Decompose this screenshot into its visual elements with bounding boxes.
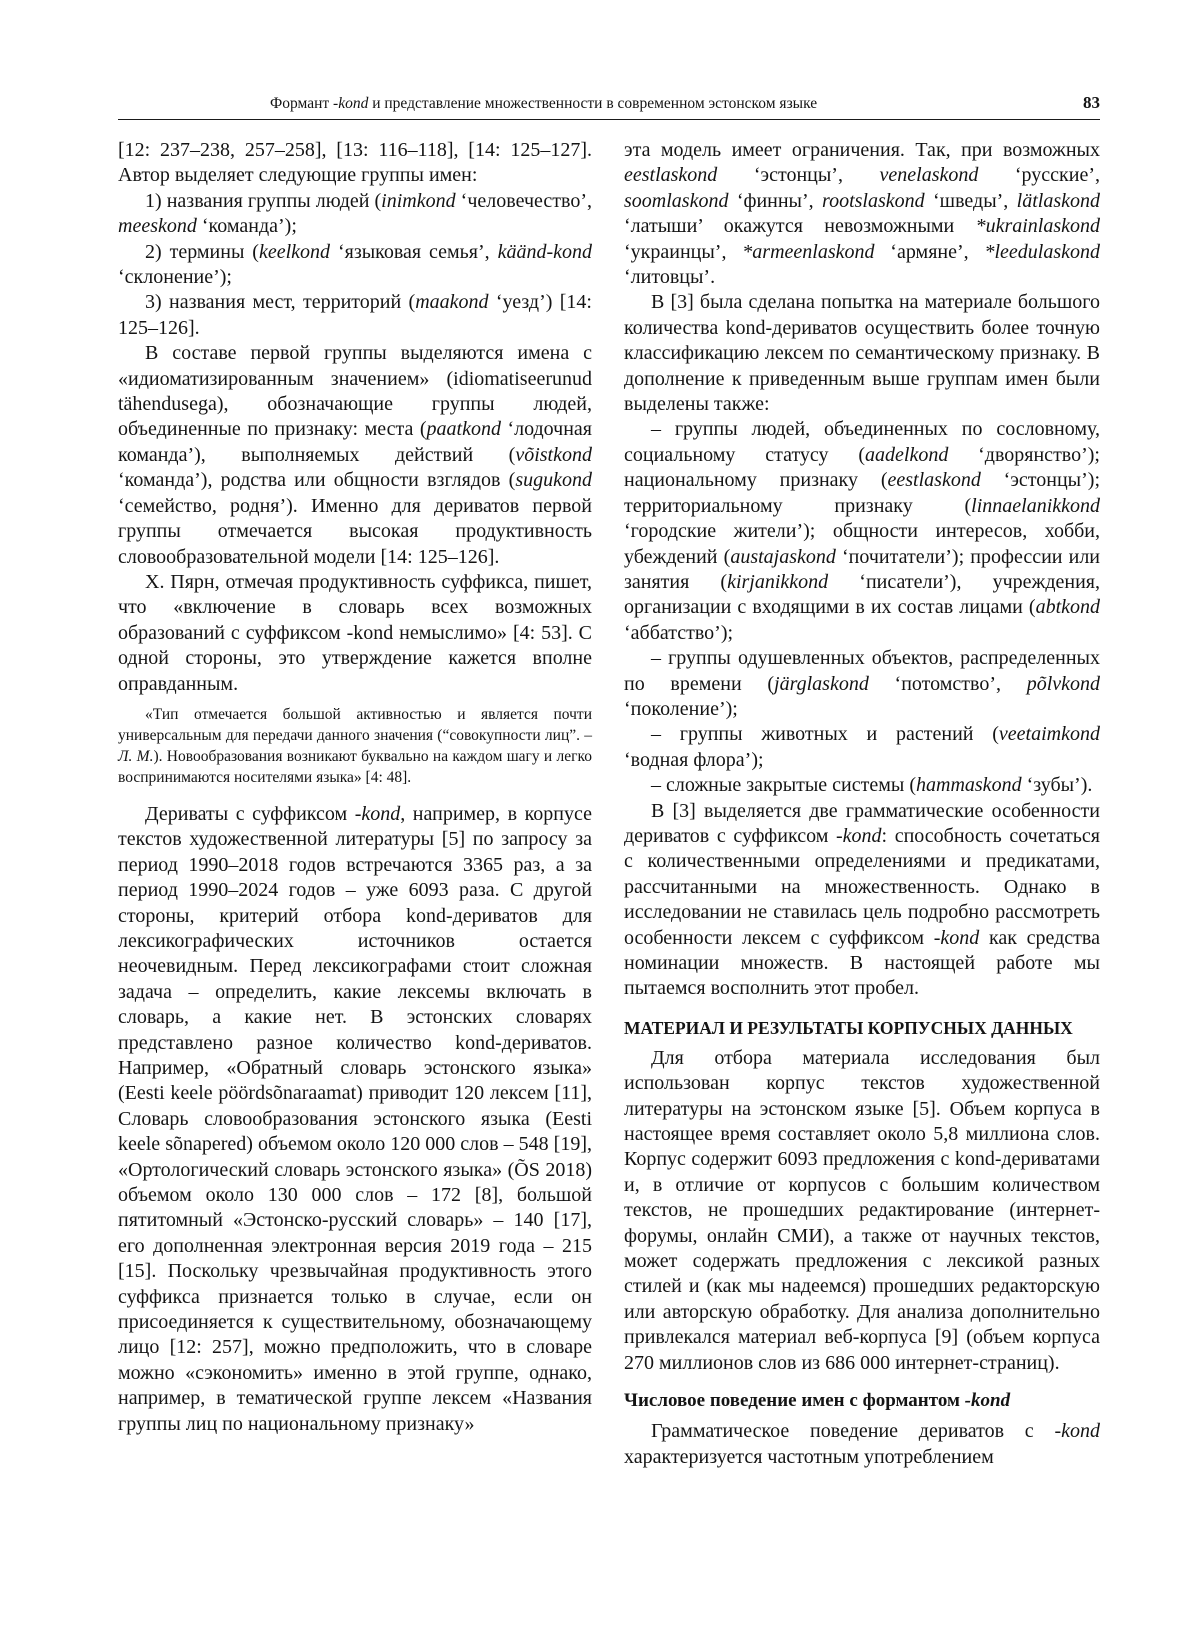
- list-item: – сложные закрытые системы (hammaskond ‘зубы’).: [651, 774, 1093, 797]
- list-item: 2) термины (keelkond ‘языковая семья’, käänd-kond ‘склонение’);: [118, 240, 592, 289]
- paragraph: Грамматическое поведение дериватов с -kond характеризуется частотным употреблением: [624, 1420, 1100, 1468]
- right-column: [624, 138, 1100, 1470]
- paragraph: В составе первой группы выделяются имена с «идиоматизированным значением» (idiomatiseerunud tähendusega), обозначающие группы людей, объединенные по признаку: места (paatkond ‘лодочная команда’), выполняемых действий (võistkond ‘команда’), родства или общности взглядов (sugukond ‘семейство, родня’). Именно для дериватов первой группы отмечается высокая продуктивность словообразовательной модели [14: 125–126].: [118, 342, 593, 568]
- list-item: 1) названия группы людей (inimkond ‘человечество’, meeskond ‘команда’);: [118, 189, 592, 238]
- list-item: – группы людей, объединенных по сословному, социальному статусу (aadelkond ‘дворянство’); национальному признаку (eestlaskond ‘эстонцы’); территориальному признаку (linnaelanikkond ‘городские жители’); общности интересов, хобби, убеждений (austajaskond ‘почитатели’); профессии или занятия (kirjanikkond ‘писатели’), учреждения, организации с входящими в их состав лицами (abtkond ‘аббатство’);: [624, 418, 1100, 644]
- paragraph: Для отбора материала исследования был использован корпус текстов художественной литературы на эстонском языке [5]. Объем корпуса в настоящее время составляет около 5,8 миллиона слов. Корпус содержит 6093 предложения с kond-дериватами и, в отличие от корпусов с большим количеством текстов, не прошедших редактирование (интернет-форумы, онлайн СМИ), а также от научных текстов, может содержать предложения с лексикой разных стилей и (как мы надеемся) прошедших редакторскую или авторскую обработку. Для анализа дополнительно привлекался материал веб-корпуса [9] (объем корпуса 270 миллионов слов из 686 000 интернет-страниц).: [624, 1046, 1100, 1374]
- section-heading: МАТЕРИАЛ И РЕЗУЛЬТАТЫ КОРПУСНЫХ ДАННЫХ: [624, 1017, 1073, 1038]
- subsection-heading: Числовое поведение имен с формантом -kond: [624, 1390, 1011, 1412]
- list-item: – группы одушевленных объектов, распределенных по времени (järglaskond ‘потомство’, põlvkond ‘поколение’);: [624, 647, 1101, 720]
- paragraph: эта модель имеет ограничения. Так, при возможных eestlaskond ‘эстонцы’, venelaskond ‘русские’, soomlaskond ‘финны’, rootslaskond ‘шведы’, lätlaskond ‘латыши’ окажутся невозможными *ukrainlaskond ‘украинцы’, *armeenlaskond ‘армяне’, *leedulaskond ‘литовцы’.: [624, 139, 1101, 289]
- paragraph: Х. Пярн, отмечая продуктивность суффикса, пишет, что «включение в словарь всех возможных образований с суффиксом -kond немыслимо» [4: 53]. С одной стороны, это утверждение кажется вполне оправданным.: [118, 570, 592, 695]
- page-number: 83: [1083, 93, 1100, 112]
- paragraph: В [3] была сделана попытка на материале большого количества kond-дериватов осуществить более точную классификацию лексем по семантическому признаку. В дополнение к приведенным выше группам имен были выделены также:: [624, 291, 1100, 416]
- left-column: [118, 138, 592, 1437]
- paragraph: [12: 237–238, 257–258], [13: 116–118], [14: 125–127]. Автор выделяет следующие группы имен:: [118, 139, 592, 187]
- running-header: [118, 93, 1100, 120]
- paragraph: В [3] выделяется две грамматические особенности дериватов с суффиксом -kond: способность сочетаться с количественными определениями и предикатами, рассчитанными на множественность. Однако в исследовании не ставилась цель подробно рассмотреть особенности лексем с суффиксом -kond как средства номинации множеств. В настоящей работе мы пытаемся восполнить этот пробел.: [624, 799, 1100, 1000]
- paragraph: Дериваты с суффиксом -kond, например, в корпусе текстов художественной литературы [5] по запросу за период 1990–2018 годов встречаются 3365 раз, а за период 1990–2024 годов – уже 6093 раза. С другой стороны, критерий отбора kond-дериватов для лексикографических источников остается неочевидным. Перед лексикографами стоит сложная задача – определить, какие лексемы включать в словарь, а какие нет. В эстонских словарях представлено разное количество kond-дериватов. Например, «Обратный словарь эстонского языка» (Eesti keele pöördsõnaraamat) приводит 120 лексем [11], Словарь словообразования эстонского языка (Eesti keele sõnapered) объемом около 120 000 слов – 548 [19], «Ортологический словарь эстонского языка» (ÕS 2018) объемом около 130 000 слов – 172 [8], большой пятитомный «Эстонско-русский словарь» – 140 [17], его дополненная электронная версия 2019 года – 215 [15]. Поскольку чрезвычайная продуктивность этого суффикса признается только в случае, если он присоединяется к существительному, обозначающему лицо [12: 257], можно предположить, что в словаре можно «сэкономить» именно в этой группе, однако, например, в тематической группе лексем «Названия группы лиц по национальному признаку»: [118, 802, 592, 1435]
- block-quote: «Тип отмечается большой активностью и является почти универсальным для передачи данного значения (“совокупности лиц”. – Л. М.). Новообразования возникают буквально на каждом шагу и легко воспринимаются носителями языка» [4: 48].: [118, 705, 592, 786]
- list-item: 3) названия мест, территорий (maakond ‘уезд’) [14: 125–126].: [118, 291, 592, 339]
- running-title: Формант -kond и представление множественности в современном эстонском языке: [270, 95, 818, 112]
- list-item: – группы животных и растений (veetaimkond ‘водная флора’);: [624, 723, 1100, 771]
